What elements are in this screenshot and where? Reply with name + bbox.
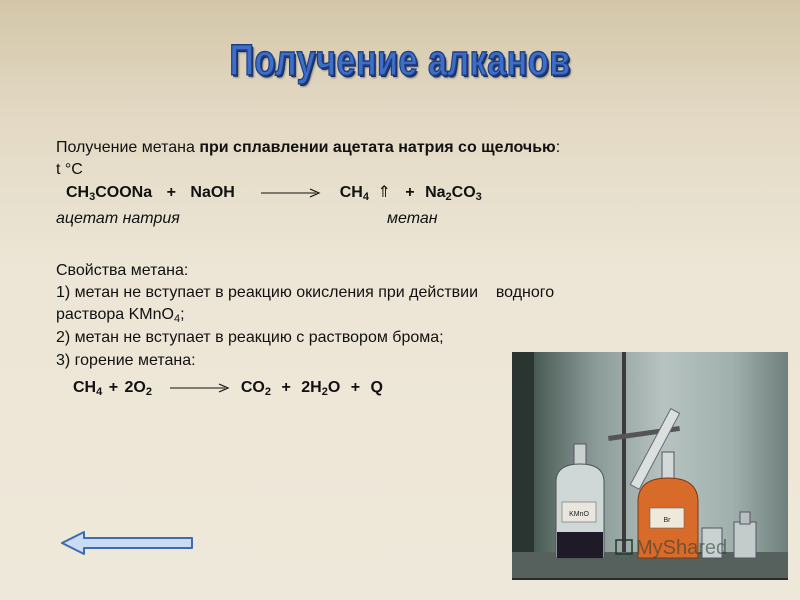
product-methane: $CH_4$ — [339, 184, 369, 203]
gas-evolution-icon: ⇑ — [377, 184, 391, 201]
property-2: 2) метан не вступает в реакцию с раствором брома; — [56, 329, 444, 346]
watermark-text: MyShared — [636, 537, 728, 559]
product-co2: $CO_2$ — [240, 379, 271, 398]
property-1-line-1: 1) метан не вступает в реакцию окисления при действии водного — [56, 284, 555, 301]
intro-prefix: Получение метана — [56, 139, 200, 156]
lab-apparatus-illustration — [512, 352, 788, 578]
product-water: $2H_2O$ — [301, 379, 341, 398]
properties-heading: Свойства метана: — [56, 262, 189, 279]
reaction-combustion — [73, 378, 383, 398]
property-1-line-2: раствора KMnO$_4$; — [56, 306, 185, 325]
slide-title: Получение алканов — [229, 36, 571, 85]
name-sodium-acetate: ацетат натрия — [56, 210, 180, 227]
intro-suffix: : — [555, 139, 561, 156]
reaction-arrow-icon — [170, 382, 230, 394]
name-methane: метан — [387, 210, 438, 227]
intro-line — [56, 138, 560, 158]
temperature-condition: t °C — [56, 161, 83, 178]
plus-sign: + — [166, 184, 176, 201]
lab-photo — [512, 352, 788, 580]
back-arrow-button[interactable] — [60, 530, 196, 556]
product-heat: Q — [370, 379, 383, 396]
reactant-methane: $CH_4$ — [73, 379, 103, 398]
reactant-oxygen: $2O_2$ — [124, 379, 152, 398]
plus-sign: + — [350, 379, 361, 396]
plus-sign: + — [281, 379, 291, 396]
intro-bold: при сплавлении ацетата натрия со щелочью — [199, 139, 556, 156]
reactant-naoh: NaOH — [190, 184, 235, 201]
reaction-arrow-icon — [261, 187, 321, 199]
reactant-sodium-acetate: $CH_3COONa$ — [66, 184, 153, 203]
product-sodium-carbonate: $Na_2CO_3$ — [425, 184, 482, 203]
property-3: 3) горение метана: — [56, 352, 196, 369]
reaction-decarboxylation — [66, 183, 482, 203]
plus-sign: + — [108, 379, 119, 396]
bottle-label-kmno4: KMnO — [569, 511, 589, 518]
bottle-label-bromine: Br — [663, 517, 671, 524]
plus-sign: + — [405, 184, 415, 201]
